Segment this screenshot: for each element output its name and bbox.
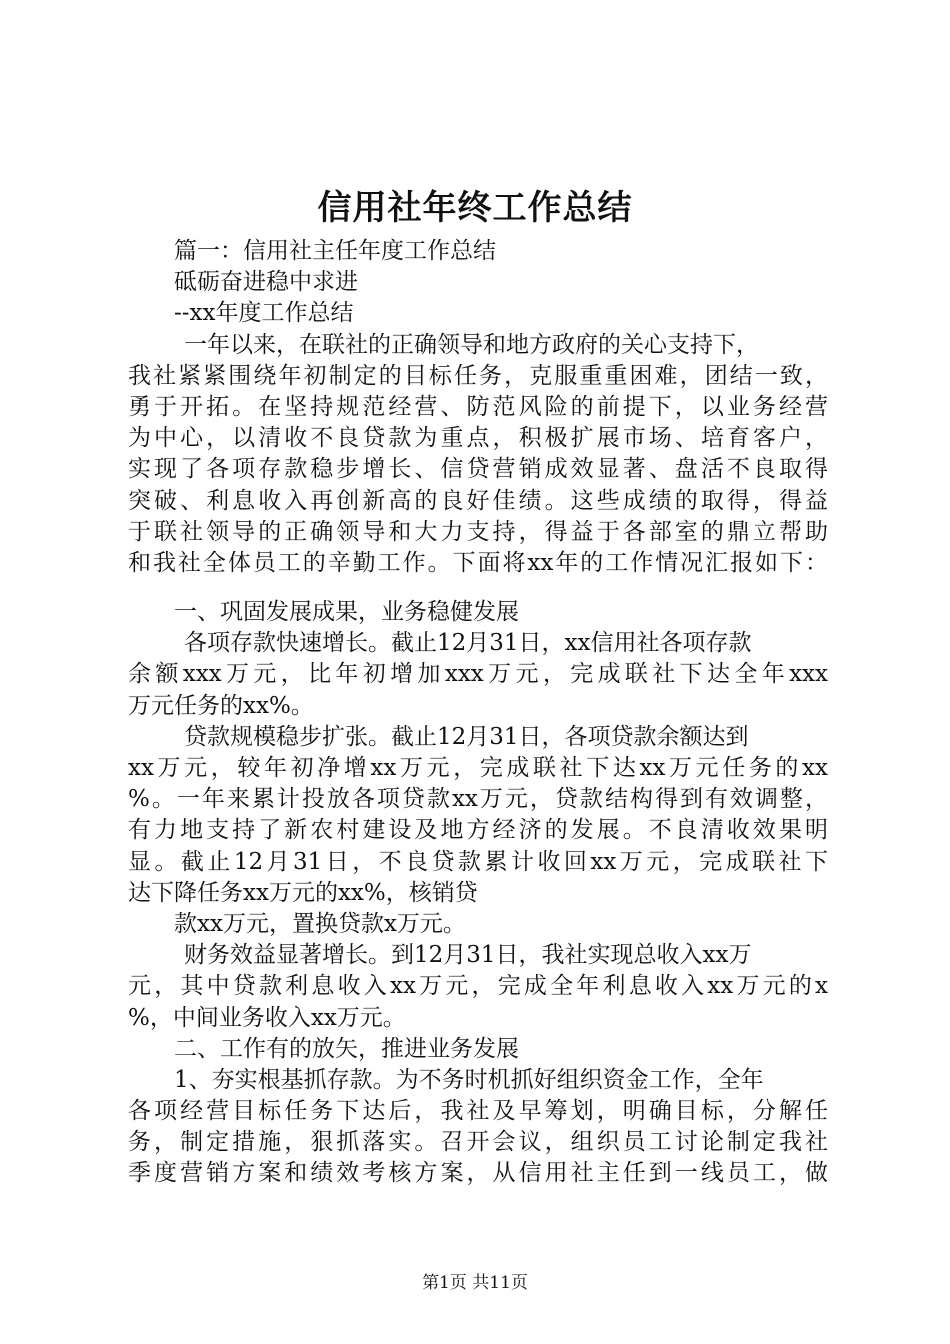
blank-line — [128, 579, 828, 597]
document-title: 信用社年终工作总结 — [317, 188, 633, 228]
text-line: xx万元，较年初净增xx万元，完成联社下达xx万元任务的xx — [128, 755, 828, 781]
text-line: 各项经营目标任务下达后，我社及早筹划，明确目标，分解任 — [128, 1098, 828, 1125]
text-line: 和我社全体员工的辛勤工作。下面将xx年的工作情况汇报如下： — [128, 549, 828, 576]
text-line: 篇一：信用社主任年度工作总结 — [174, 238, 496, 264]
text-line: --xx年度工作总结 — [174, 300, 354, 327]
text-line: 1、夯实根基抓存款。为不务时机抓好组织资金工作，全年 — [174, 1066, 764, 1093]
text-line: 二、工作有的放矢，推进业务发展 — [174, 1035, 519, 1062]
text-line: 达下降任务xx万元的xx%，核销贷 — [128, 879, 478, 906]
document-body — [128, 236, 828, 1190]
text-line: 我社紧紧围绕年初制定的目标任务，克服重重困难，团结一致， — [128, 362, 828, 389]
page-footer: 第1页 共11页 — [422, 1273, 528, 1293]
text-line: 万元任务的xx%。 — [128, 692, 314, 719]
text-line: 勇于开拓。在坚持规范经营、防范风险的前提下，以业务经营 — [128, 393, 828, 420]
text-line: 突破、利息收入再创新高的良好佳绩。这些成绩的取得，得益 — [128, 487, 828, 514]
text-line: 于联社领导的正确领导和大力支持，得益于各部室的鼎立帮助 — [128, 518, 828, 545]
text-line: 实现了各项存款稳步增长、信贷营销成效显著、盘活不良取得 — [128, 456, 828, 483]
text-line: 各项存款快速增长。截止12月31日，xx信用社各项存款 — [184, 630, 752, 657]
text-line: 显。截止12月31日，不良贷款累计收回xx万元，完成联社下 — [128, 848, 828, 875]
text-line: 砥砺奋进稳中求进 — [174, 269, 358, 296]
text-line: %，中间业务收入xx万元。 — [128, 1004, 406, 1031]
text-line: 余额xxx万元，比年初增加xxx万元，完成联社下达全年xxx — [128, 661, 828, 688]
text-line: 一、巩固发展成果，业务稳健发展 — [174, 599, 519, 626]
text-line: 季度营销方案和绩效考核方案，从信用社主任到一线员工，做 — [128, 1160, 828, 1187]
text-line: 元，其中贷款利息收入xx万元，完成全年利息收入xx万元的x — [128, 973, 828, 1000]
text-line: 贷款规模稳步扩张。截止12月31日，各项贷款余额达到 — [184, 723, 749, 750]
text-line: 务，制定措施，狠抓落实。召开会议，组织员工讨论制定我社 — [128, 1129, 828, 1156]
text-line: %。一年来累计投放各项贷款xx万元，贷款结构得到有效调整， — [128, 786, 828, 813]
text-line: 一年以来，在联社的正确领导和地方政府的关心支持下， — [184, 331, 759, 358]
text-line: 有力地支持了新农村建设及地方经济的发展。不良清收效果明 — [128, 817, 828, 844]
text-line: 财务效益显著增长。到12月31日，我社实现总收入xx万 — [184, 942, 752, 969]
text-line: 为中心，以清收不良贷款为重点，积极扩展市场、培育客户， — [128, 425, 828, 452]
text-line: 款xx万元，置换贷款x万元。 — [174, 910, 466, 937]
